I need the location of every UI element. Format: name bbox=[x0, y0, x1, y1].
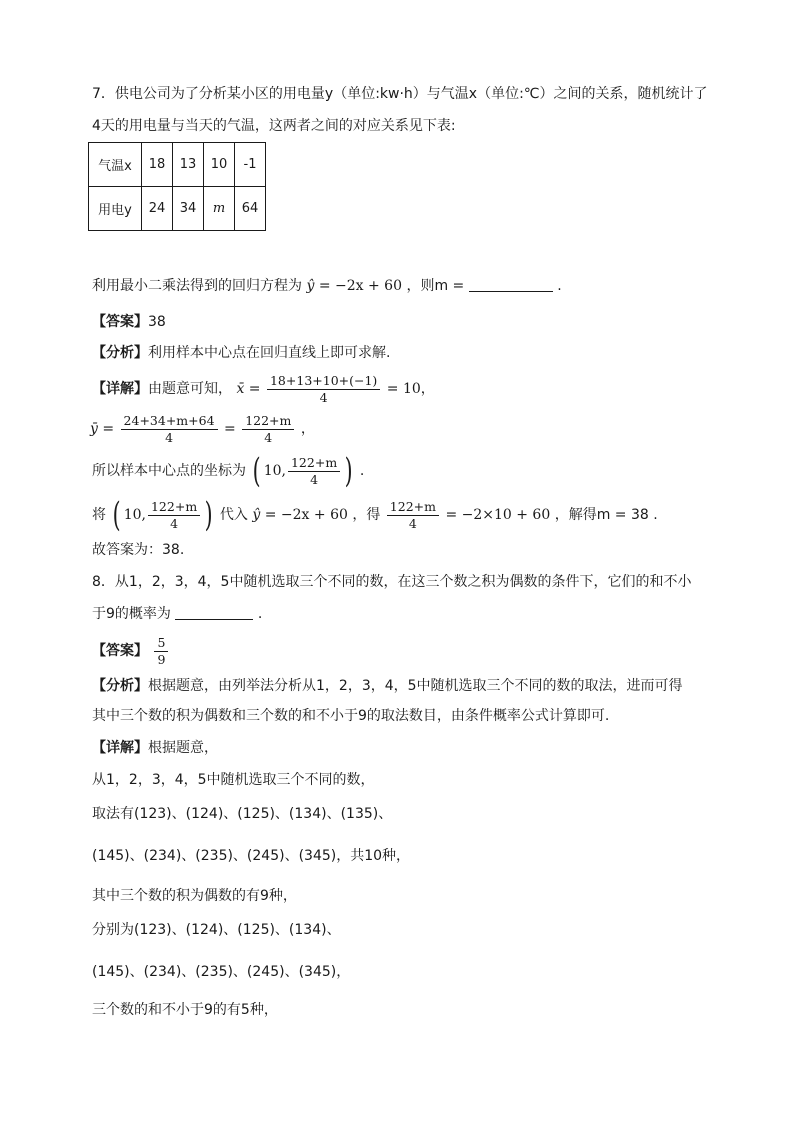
analysis-text: 根据题意，由列举法分析从1，2，3，4，5中随机选取三个不同的数的取法，进而可得 bbox=[148, 678, 683, 694]
table-cell: 64 bbox=[235, 187, 266, 231]
detail-tag: 【详解】 bbox=[92, 740, 148, 756]
answer-tag: 【答案】 bbox=[92, 643, 148, 659]
xbar-label: x̄ = bbox=[236, 381, 261, 397]
fraction-numerator: 5 bbox=[154, 635, 168, 652]
detail-intro: 由题意可知， bbox=[148, 381, 232, 397]
q8-detail-line: 从1，2，3，4，5中随机选取三个不同的数， bbox=[92, 772, 375, 788]
q8-detail-line: (145)、(234)、(235)、(245)、(345)， bbox=[92, 964, 351, 980]
sub-coordinate: ( 10, $\frac{122+m}{4}$ ) bbox=[113, 495, 213, 535]
center-coordinate: ( 10, $\frac{122+m}{4}$ ) bbox=[253, 451, 353, 491]
detail-tag: 【详解】 bbox=[92, 381, 148, 397]
q8-answer bbox=[92, 634, 170, 668]
regression-equation: = −2x + 60 bbox=[318, 278, 402, 294]
fraction-denominator: 4 bbox=[170, 515, 179, 531]
q7-answer bbox=[92, 312, 166, 332]
q8-detail-line: 其中三个数的积为偶数的有9种， bbox=[92, 888, 297, 904]
regression-yhat: ŷ bbox=[252, 507, 261, 523]
ybar-end: ， bbox=[300, 421, 315, 437]
q7-final: 故答案为：38. bbox=[92, 542, 185, 558]
sub-prefix: 将 bbox=[92, 507, 106, 523]
ybar-eq: = bbox=[224, 421, 236, 437]
fraction-numerator: 122+m bbox=[288, 455, 340, 472]
analysis-tag: 【分析】 bbox=[92, 345, 148, 361]
fraction-numerator: 122+m bbox=[148, 499, 200, 516]
q8-analysis-line1 bbox=[92, 676, 683, 696]
sub-fraction bbox=[387, 499, 439, 532]
ybar-fraction bbox=[121, 413, 218, 446]
answer-value: 38 bbox=[148, 314, 166, 330]
q8-analysis-line2: 其中三个数的积为偶数和三个数的和不小于9的取法数目，由条件概率公式计算即可. bbox=[92, 708, 610, 724]
q8-stem-text: 于9的概率为 bbox=[92, 606, 171, 622]
analysis-text: 利用样本中心点在回归直线上即可求解. bbox=[148, 345, 391, 361]
xbar-fraction bbox=[267, 373, 380, 406]
fraction-denominator: 9 bbox=[157, 651, 166, 667]
q7-substitute bbox=[92, 496, 658, 534]
regression-yhat: ŷ bbox=[306, 278, 315, 294]
table-cell: 34 bbox=[173, 187, 204, 231]
q7-detail-xbar bbox=[92, 372, 435, 406]
ybar-fraction2 bbox=[242, 413, 294, 446]
fraction-denominator: 4 bbox=[408, 515, 417, 531]
q7-question-prefix: 利用最小二乘法得到的回归方程为 bbox=[92, 278, 302, 294]
table-cell: -1 bbox=[235, 143, 266, 187]
fraction-denominator: 4 bbox=[319, 389, 328, 405]
q7-stem-line1: 7．供电公司为了分析某小区的用电量y（单位:kw·h）与气温x（单位:℃）之间的关系，随机统计了 bbox=[92, 86, 708, 102]
q7-stem-line2: 4天的用电量与当天的气温，这两者之间的对应关系见下表: bbox=[92, 118, 456, 134]
answer-blank bbox=[469, 277, 553, 292]
q7-center bbox=[92, 452, 364, 490]
analysis-tag: 【分析】 bbox=[92, 678, 148, 694]
q8-stem-line2 bbox=[92, 604, 262, 624]
ybar-label: ȳ = bbox=[90, 421, 115, 437]
data-table bbox=[88, 142, 266, 231]
center-x: 10, bbox=[263, 463, 286, 479]
fraction-numerator: 24+34+m+64 bbox=[121, 413, 218, 430]
table-cell: 24 bbox=[142, 187, 173, 231]
fraction-denominator: 4 bbox=[264, 429, 273, 445]
table-header-temp: 气温x bbox=[89, 143, 142, 187]
sub-rhs: = −2×10 + 60 bbox=[445, 507, 551, 523]
sub-mid: 代入 bbox=[219, 507, 248, 523]
q7-question bbox=[92, 276, 562, 296]
q7-question-suffix: ，则m = bbox=[406, 278, 465, 294]
xbar-result: = 10， bbox=[386, 381, 435, 397]
sub-solve: ，解得m = 38 . bbox=[554, 507, 658, 523]
q7-analysis bbox=[92, 343, 390, 363]
center-end: . bbox=[359, 463, 365, 479]
fraction-numerator: 122+m bbox=[242, 413, 294, 430]
fraction-numerator: 122+m bbox=[387, 499, 439, 516]
detail-intro: 根据题意， bbox=[148, 740, 218, 756]
table-row bbox=[89, 187, 266, 231]
answer-blank bbox=[175, 605, 253, 620]
sub-regression: = −2x + 60 bbox=[264, 507, 348, 523]
fraction-numerator: 18+13+10+(−1) bbox=[267, 373, 380, 390]
center-text: 所以样本中心点的坐标为 bbox=[92, 463, 246, 479]
answer-fraction bbox=[154, 635, 168, 668]
q8-detail-line: 分别为(123)、(124)、(125)、(134)、 bbox=[92, 922, 341, 938]
q8-detail bbox=[92, 738, 218, 758]
table-cell: 18 bbox=[142, 143, 173, 187]
q8-detail-line: 三个数的和不小于9的有5种， bbox=[92, 1002, 278, 1018]
table-row bbox=[89, 143, 266, 187]
table-cell: m bbox=[204, 187, 235, 231]
fraction-denominator: 4 bbox=[165, 429, 174, 445]
q7-detail-ybar bbox=[90, 412, 315, 446]
q8-detail-line: 取法有(123)、(124)、(125)、(134)、(135)、 bbox=[92, 806, 393, 822]
q8-stem-end: . bbox=[257, 606, 263, 622]
q8-detail-line: (145)、(234)、(235)、(245)、(345)，共10种， bbox=[92, 848, 411, 864]
sub-get: ，得 bbox=[352, 507, 381, 523]
fraction-denominator: 4 bbox=[310, 471, 319, 487]
answer-tag: 【答案】 bbox=[92, 314, 148, 330]
table-header-power: 用电y bbox=[89, 187, 142, 231]
table-cell: 10 bbox=[204, 143, 235, 187]
q7-question-end: . bbox=[557, 278, 562, 294]
table-cell: 13 bbox=[173, 143, 204, 187]
center-x: 10, bbox=[123, 507, 146, 523]
q8-stem-line1: 8．从1，2，3，4，5中随机选取三个不同的数，在这三个数之积为偶数的条件下，它们的和不小 bbox=[92, 574, 692, 590]
